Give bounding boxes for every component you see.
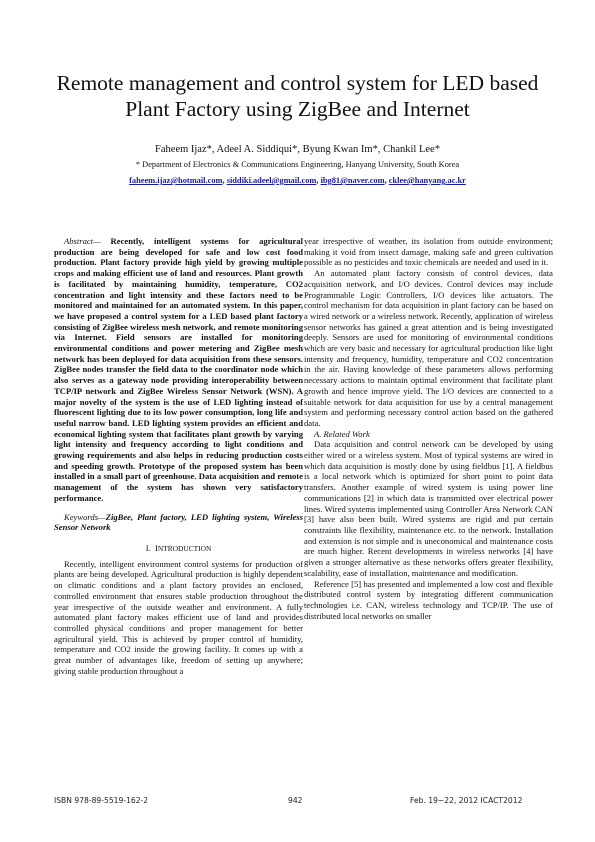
footer-isbn: ISBN 978-89-5519-162-2 — [54, 796, 149, 805]
section-number: I. — [145, 542, 151, 553]
email-link[interactable]: ibg81@naver.com — [320, 176, 385, 185]
email-link[interactable]: cklee@hanyang.ac.kr — [388, 176, 466, 185]
paper-title: Remote management and control system for LED based Plant Factory using ZigBee and Internet — [56, 71, 539, 121]
intro-paragraph-1: Recently, intelligent environment control systems for production of plants are being developed. Agricultural production is highly dependent on climatic conditions and a plant factory provides an enclosed, controlled environment that ensures stable production throughout the year irrespective of the outside weather and environment. A fully automated plant factory makes efficient use of land and provides controlled physical conditions and proper management for better agricultural yield. This is achieved by proper control of humidity, temperature and CO2 inside the growing facility. It comes up with a great number of advantages like, freedom of setting up anywhere; giving stable production throughout a — [54, 558, 303, 676]
intro-paragraph-2: An automated plant factory consists of control devices, data acquisition network, and I/O devices. Control devices may include Programmable Logic Controllers, I/O devices like actuators. The control mechanism for data acquisition in plant factory can be based on a wired network or a wireless network. Recently, application of wireless sensor networks has gained a great attention and is being investigated deeply. Sensors are used for monitoring of environmental conditions which are very basic and necessary for agricultural production like light intensity and frequency, humidity, temperature and CO2 concentration in the air. Having knowledge of these parameters allows performing necessary actions to maintain optimal environment that facilitate plant growth and hence improve yield. The I/O devices are connected to a suitable network for data acquisition for use by a central management system and performing necessary control action based on the gathered data. — [304, 268, 553, 428]
section-title-first: I — [155, 542, 158, 553]
intro-paragraph-1-cont: year irrespective of weather, its isolation from outside environment; making it void from insect damage, making safe and green cultivation possible as no pesticides and toxic chemicals are needed and used in it. — [304, 236, 553, 268]
author-list: Faheem Ijaz*, Adeel A. Siddiqui*, Byung Kwan Im*, Chankil Lee* — [155, 144, 440, 155]
related-work-paragraph-2: Reference [5] has presented and implemented a low cost and flexible distributed control system by integrating different communication technologies i.e. CAN, wireless technology and TCP/IP. The use of distributed local networks on smaller — [304, 578, 553, 621]
keywords — [54, 512, 303, 533]
keywords-text: ZigBee, Plant factory, LED lighting system, Wireless Sensor Network — [54, 511, 303, 533]
section-title-rest: NTRODUCTION — [157, 543, 212, 553]
right-column — [304, 236, 553, 621]
affiliation: * Department of Electronics & Communications Engineering, Hanyang University, South Korea — [135, 160, 460, 169]
left-column — [54, 236, 303, 676]
abstract-text: Recently, intelligent systems for agricultural production are being developed for safe and low cost food production. Plant factory provide high yield by growing multiple crops and making efficient use of land and resources. Plant growth is facilitated by maintaining humidity, temperature, CO2 concentration and light intensity and these factors need to be monitored and maintained for an automated system. In this paper, we have proposed a control system for a LED based plant factory consisting of ZigBee wireless mesh network, and remote monitoring via Internet. Field sensors are installed for monitoring environmental conditions and power metering and ZigBee mesh network has been deployed for data acquisition from these sensors. ZigBee nodes transfer the field data to the coordinator node which also serves as a gateway node providing interoperability between TCP/IP network and ZigBee Wireless Sensor Network (WSN). A major novelty of the system is the use of LED lighting instead of fluorescent lighting due to its low power consumption, long life and useful narrow band. LED lighting system provides an efficient and economical lighting system that facilitates plant growth by varying light intensity and frequency according to light conditions and growing requirements and also helps in reducing production costs and speeding growth. Prototype of the proposed system has been installed in a small part of greenhouse. Data acquisition and remote management of the system has shown very satisfactory performance. — [54, 236, 303, 503]
footer-page-number: 942 — [288, 796, 303, 805]
abstract — [54, 236, 303, 504]
related-work-paragraph-1: Data acquisition and control network can be developed by using either wired or a wireless system. Most of typical systems are wired in which data acquisition is mostly done by using fieldbus [1]. A fieldbus is a local network which is optimized for short point to point data transfers. Another example of wired system is using power line communications [2] in which data is transmitted over electrical power lines. Wired systems implemented using Controller Area Network CAN [3] have also been built. Wired systems are rigid and put certain constraints like flexibility, maintenance etc. to the network. Installation and extension is not simple and is uneconomical and maintenance costs are much higher. Recent developments in wireless networks [4] have given a stronger alternative as these networks offers greater flexibility, scalability, ease of installation, maintenance and modification. — [304, 439, 553, 578]
email-link[interactable]: faheem.ijaz@hotmail.com — [129, 176, 223, 185]
footer-conference: Feb. 19~22, 2012 ICACT2012 — [410, 796, 523, 805]
email-link[interactable]: siddiki.adeel@gmail.com — [226, 176, 317, 185]
abstract-lead: Abstract— — [64, 236, 101, 246]
keywords-lead: Keywords— — [64, 511, 106, 522]
section-heading-introduction — [54, 543, 303, 555]
subsection-heading-related-work: A. Related Work — [314, 428, 370, 439]
email-list: faheem.ijaz@hotmail.com, siddiki.adeel@gmail.com, ibg81@naver.com, cklee@hanyang.ac.kr — [129, 176, 466, 185]
